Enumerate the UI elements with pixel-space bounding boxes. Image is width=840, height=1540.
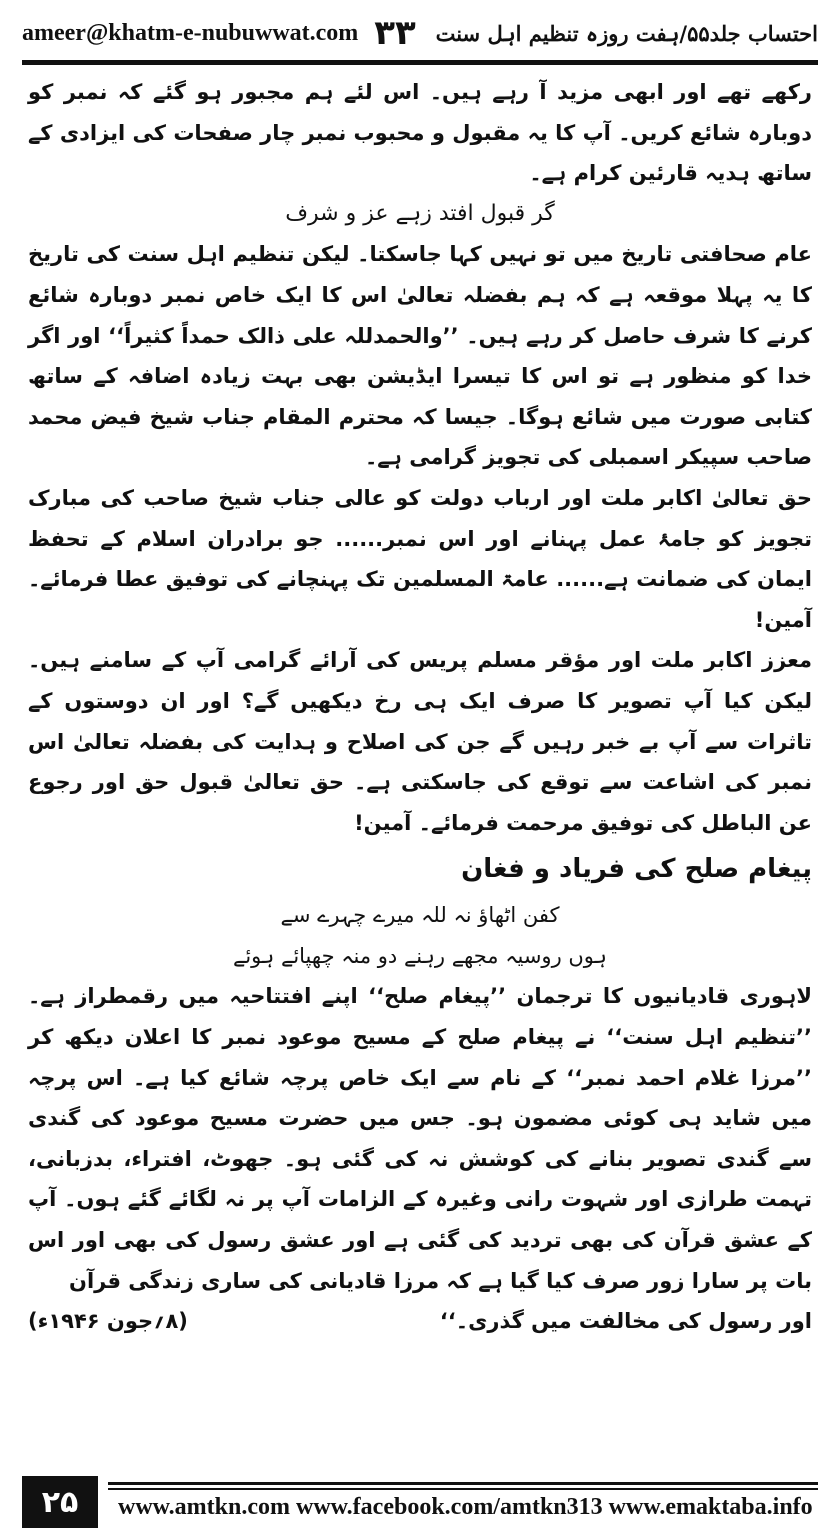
paragraph-3: حق تعالیٰ اکابر ملت اور ارباب دولت کو عالی جناب شیخ صاحب کی مبارک تجویز کو جامۂ عمل پہنانے اور اس نمبر...... جو برادران اسلام کے تحفظ ایمان کی ضمانت ہے...... عامۃ المسلمین تک پہنچانے کی توفیق عطا فرمائے۔ آمین!	[28, 485, 812, 632]
verse-line-1: کفن اٹھاؤ نہ للہ میرے چہرے سے	[280, 903, 560, 928]
paragraph-4: معزز اکابر ملت اور مؤقر مسلم پریس کی آرائے گرامی آپ کے سامنے ہیں۔ لیکن کیا آپ تصویر کا صرف ایک ہی رخ دیکھیں گے؟ اور ان دوستوں کے تاثرات سے آپ بے خبر رہیں گے جن کی اصلاح و ہدایت کی بفضلہ تعالیٰ اس نمبر کی اشاعت سے توقع کی جاسکتی ہے۔ حق تعالیٰ قبول حق اور رجوع عن الباطل کی توفیق مرحمت فرمائے۔ آمین!	[28, 648, 812, 835]
footer-rule	[108, 1482, 818, 1485]
footer-page-box: ۲۵	[22, 1476, 98, 1528]
header-page-number: ۳۳	[374, 13, 416, 53]
paragraph-5: لاہوری قادیانیوں کا ترجمان ’’پیغام صلح‘‘ اپنے افتتاحیہ میں رقمطراز ہے۔ ’’تنظیم اہل سنت‘‘ نے پیغام صلح کے مسیح موعود نمبر کا اعلان دیکھ کر ’’مرزا غلام احمد نمبر‘‘ کے نام سے ایک خاص پرچہ شائع کیا ہے۔ اس پرچہ میں شاید ہی کوئی مضمون ہو۔ جس میں حضرت مسیح موعود کی گندی سے گندی تصویر بنانے کی کوشش نہ کی گئی ہو۔ جھوٹ، افتراء، بدزبانی، تہمت طرازی اور شہوت رانی وغیرہ کے الزامات آپ پر نہ لگائے گئے ہوں۔ آپ کے عشق قرآن کی بھی تردید کی گئی ہے اور عشق رسول کی بھی اور اس بات پر سارا زور صرف کیا گیا ہے کہ مرزا قادیانی کی ساری زندگی قرآن	[28, 984, 812, 1293]
closing-date: (۸؍جون ۱۹۴۶ء)	[28, 1309, 188, 1334]
verse-line-2: ہوں روسیہ مجھے رہنے دو منہ چھپائے ہوئے	[233, 943, 607, 968]
closing-line	[28, 1301, 812, 1342]
footer-links[interactable]: www.amtkn.com www.facebook.com/amtkn313 www.emaktaba.info	[118, 1494, 813, 1520]
footer-rule-thin	[108, 1488, 818, 1490]
header-title: احتساب جلد۵۵/ہفت روزہ تنظیم اہل سنت	[435, 20, 818, 46]
article-body	[28, 72, 812, 1442]
header-email: ameer@khatm-e-nubuwwat.com	[22, 19, 359, 46]
page-footer	[22, 1476, 818, 1532]
closing-text: اور رسول کی مخالفت میں گذری۔‘‘	[439, 1309, 812, 1334]
section-heading: پیغام صلح کی فریاد و فغان	[461, 854, 812, 885]
persian-verse: گر قبول افتد زہے عز و شرف	[285, 200, 555, 226]
paragraph-1: رکھے تھے اور ابھی مزید آ رہے ہیں۔ اس لئے ہم مجبور ہو گئے کہ نمبر کو دوبارہ شائع کریں۔ آپ کا یہ مقبول و محبوب نمبر چار صفحات کی ایزادی کے ساتھ ہدیہ قارئین کرام ہے۔	[28, 80, 812, 186]
page-header	[22, 10, 818, 56]
paragraph-2: عام صحافتی تاریخ میں تو نہیں کہا جاسکتا۔ لیکن تنظیم اہل سنت کی تاریخ کا یہ پہلا موقعہ ہے کہ ہم بفضلہ تعالیٰ اس کا ایک خاص نمبر دوبارہ شائع کرنے کا شرف حاصل کر رہے ہیں۔ ’’والحمدللہ علی ذالک حمداً کثیراً‘‘ اور اگر خدا کو منظور ہے تو اس کا تیسرا ایڈیشن بھی بہت زیادہ اضافہ کے ساتھ کتابی صورت میں شائع ہوگا۔ جیسا کہ محترم المقام جناب شیخ فیض محمد صاحب سپیکر اسمبلی کی تجویز گرامی ہے۔	[28, 242, 812, 470]
header-left	[22, 13, 416, 53]
header-rule	[22, 60, 818, 65]
